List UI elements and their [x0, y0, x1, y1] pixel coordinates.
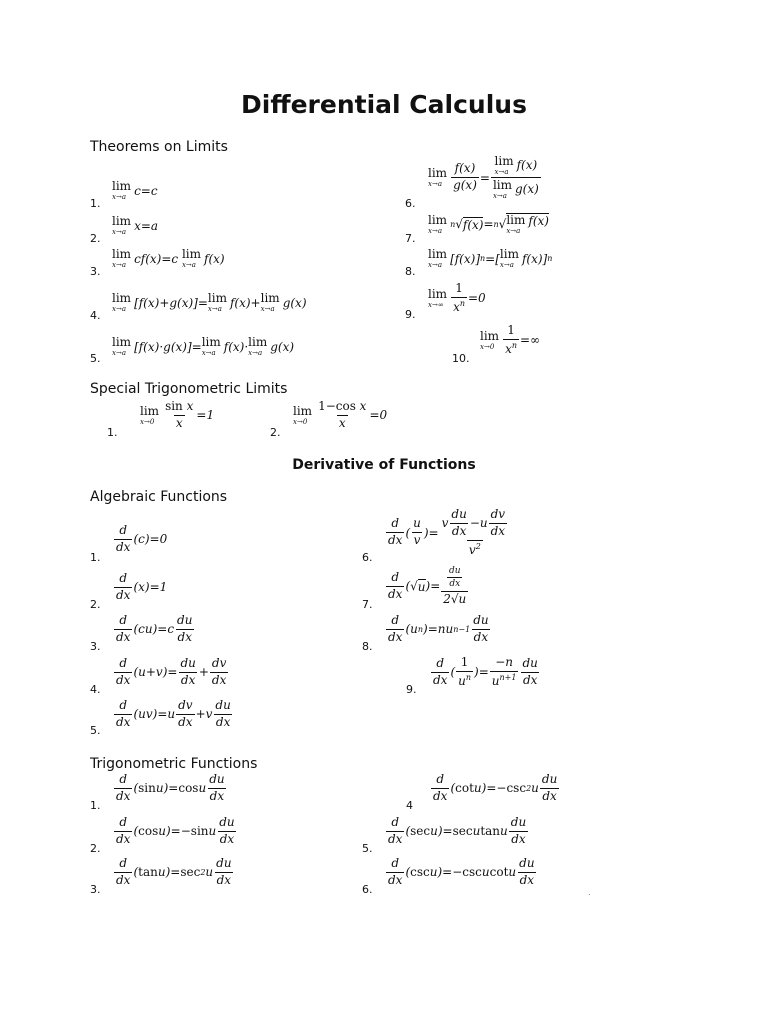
trig-formula-5: $\frac{d}{dx}$ ( sec u)= sec u tan u $\frac{du}{dx}$ — [388, 815, 527, 846]
trig-number-6: 6. — [362, 883, 373, 896]
limit-formula-4: lim x→a [f(x)+g(x)]= lim x→a f(x)+ lim x→a g(x) — [112, 291, 307, 313]
algebraic-number-3: 3. — [90, 640, 101, 653]
section-heading-trigonometric: Trigonometric Functions — [90, 756, 258, 772]
trig-limit-formula-1: lim x→0 $\frac{\text{sin x}}{x}$ =1 — [140, 399, 215, 430]
page-title: Differential Calculus — [241, 90, 527, 119]
trig-number-3: 3. — [90, 883, 101, 896]
limit-formula-3: lim x→a cf(x)=c lim x→a f(x) — [112, 247, 225, 269]
limit-number-1: 1. — [90, 197, 101, 210]
algebraic-formula-7: $\frac{d}{dx}$ (√ u )= $\frac{\frac{du}{dx}}{2√u}$ — [388, 566, 467, 606]
limit-number-3: 3. — [90, 265, 101, 278]
section-heading-limits: Theorems on Limits — [90, 139, 228, 155]
limit-formula-2: lim x→a x=a — [112, 214, 159, 236]
algebraic-number-2: 2. — [90, 598, 101, 611]
algebraic-formula-4: $\frac{d}{dx}$ (u+v)= $\frac{du}{dx}$ + $\frac{dv}{dx}$ — [116, 656, 227, 687]
algebraic-number-8: 8. — [362, 640, 373, 653]
algebraic-number-5: 5. — [90, 724, 101, 737]
section-heading-derivatives: Derivative of Functions — [292, 457, 476, 473]
trig-number-5: 5. — [362, 842, 373, 855]
trig-limit-number-2: 2. — [270, 426, 281, 439]
algebraic-formula-5: $\frac{d}{dx}$ (uv)=u $\frac{dv}{dx}$ +v $\frac{du}{dx}$ — [116, 698, 231, 729]
trig-number-4: 4 — [406, 799, 413, 812]
algebraic-number-4: 4. — [90, 683, 101, 696]
trig-formula-3: $\frac{d}{dx}$ ( tan u)= sec 2 u $\frac{du}{dx}$ — [116, 856, 232, 887]
trig-number-2: 2. — [90, 842, 101, 855]
limit-number-4: 4. — [90, 309, 101, 322]
algebraic-formula-3: $\frac{d}{dx}$ (cu)=c $\frac{du}{dx}$ — [116, 613, 193, 644]
section-heading-algebraic: Algebraic Functions — [90, 489, 228, 505]
trig-number-1: 1. — [90, 799, 101, 812]
limit-number-9: 9. — [405, 308, 416, 321]
trig-limit-number-1: 1. — [107, 426, 118, 439]
section-heading-trig-limits: Special Trigonometric Limits — [90, 381, 288, 397]
limit-number-8: 8. — [405, 265, 416, 278]
trig-formula-1: $\frac{d}{dx}$ ( sin u)= cos u $\frac{du}{dx}$ — [116, 772, 225, 803]
algebraic-formula-9: $\frac{d}{dx}$ ( $\frac{1}{u^n}$ )= $\frac{-n}{u^{n+1}}$ $\frac{du}{dx}$ — [433, 655, 538, 688]
limit-formula-6: lim x→a $\frac{f(x)}{g(x)}$ = lim x→a f(x) lim x→a g(x) — [428, 154, 539, 200]
limit-number-10: 10. — [452, 352, 470, 365]
algebraic-formula-8: $\frac{d}{dx}$ (u n )=nu n−1 $\frac{du}{dx}$ — [388, 613, 489, 644]
algebraic-number-9: 9. — [406, 683, 417, 696]
limit-number-5: 5. — [90, 352, 101, 365]
trig-formula-4: $\frac{d}{dx}$ ( cot u)=− csc 2 u $\frac{du}{dx}$ — [433, 772, 558, 803]
limit-formula-8: lim x→a [f(x)] n =[ lim x→a f(x)] n — [428, 247, 553, 269]
limit-formula-5: lim x→a [f(x)·g(x)]= lim x→a f(x)· lim x→a g(x) — [112, 335, 295, 357]
limit-number-7: 7. — [405, 232, 416, 245]
algebraic-formula-1: $\frac{d}{dx}$ (c)=0 — [116, 523, 168, 554]
algebraic-number-1: 1. — [90, 551, 101, 564]
algebraic-number-6: 6. — [362, 551, 373, 564]
footer-dot: . — [588, 888, 591, 897]
limit-number-6: 6. — [405, 197, 416, 210]
limit-formula-1: lim x→a c=c — [112, 179, 158, 201]
limit-formula-7: lim x→a n √ f(x) = n √ lim x→a f(x) — [428, 212, 549, 235]
trig-formula-2: $\frac{d}{dx}$ ( cos u)=− sin u $\frac{du}{dx}$ — [116, 815, 235, 846]
algebraic-formula-6: $\frac{d}{dx}$ ( $\frac{u}{v}$ )= v $\frac{du}{dx}$ −u $\frac{dv}{dx}$ $v^2$ — [388, 507, 506, 557]
algebraic-number-7: 7. — [362, 598, 373, 611]
limit-formula-10: lim x→0 $\frac{1}{x^n}$ =∞ — [480, 323, 541, 356]
trig-formula-6: $\frac{d}{dx}$ ( csc u)=− csc u cot u $\frac{du}{dx}$ — [388, 856, 535, 887]
limit-number-2: 2. — [90, 232, 101, 245]
limit-formula-9: lim x→∞ $\frac{1}{x^n}$ =0 — [428, 281, 486, 314]
trig-limit-formula-2: lim x→0 $\frac{\text{1−cos x}}{x}$ =0 — [293, 399, 388, 430]
algebraic-formula-2: $\frac{d}{dx}$ (x)=1 — [116, 571, 168, 602]
